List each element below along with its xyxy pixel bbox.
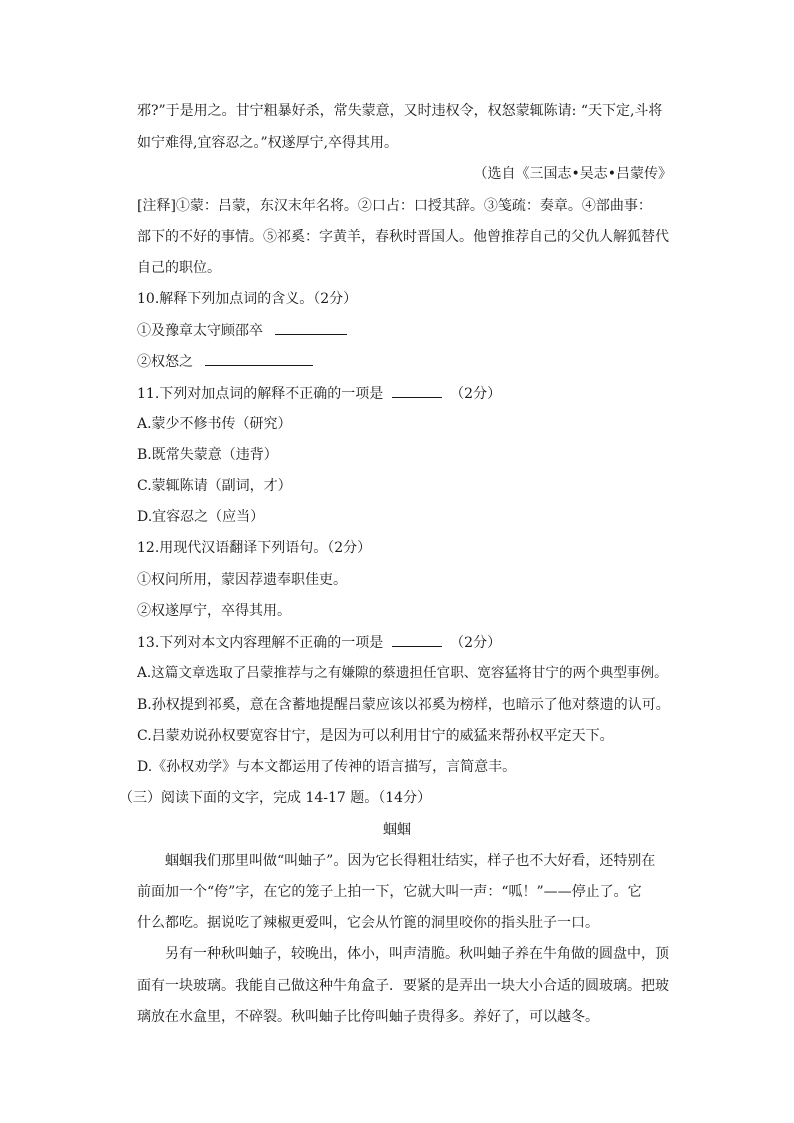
question-score: （2分） <box>450 386 502 402</box>
question-12-item: ①权问所用，蒙因荐遗奉职佳吏。 <box>137 572 347 588</box>
article-line: 另有一种秋叫蚰子，较晚出，体小，叫声清脆。秋叫蚰子养在牛角做的圆盘中，顶 <box>165 946 669 962</box>
option: A.这篇文章选取了吕蒙推荐与之有嫌隙的蔡遗担任官职、宽容猛将甘宁的两个典型事例。 <box>137 665 668 681</box>
option: C.吕蒙劝说孙权要宽容甘宁，是因为可以利用甘宁的威猛来帮孙权平定天下。 <box>137 728 614 744</box>
article-line: 前面加一个“侉”字，在它的笼子上拍一下，它就大叫一声：“呱！”——停止了。它 <box>137 884 642 900</box>
notes-line: 部下的不好的事情。⑤祁奚：字黄羊，春秋时晋国人。他曾推荐自己的父仇人解狐替代 <box>137 229 669 245</box>
article-line: 蝈蝈我们那里叫做“叫蚰子”。因为它长得粗壮结实，样子也不大好看，还特别在 <box>165 853 656 869</box>
article-title: 蝈蝈 <box>383 822 411 838</box>
passage-line: 邪?”于是用之。甘宁粗暴好杀，常失蒙意，又时违权令，权怒蒙辄陈请: “天下定,斗将 <box>137 103 663 119</box>
answer-blank[interactable] <box>275 320 347 335</box>
answer-blank[interactable] <box>392 632 442 647</box>
article-line: 面有一块玻璃。我能自己做这种牛角盒子．要紧的是弄出一块大小合适的圆玻璃。把玻 <box>137 978 669 994</box>
article-line: 什么都吃。据说吃了辣椒更爱叫，它会从竹篦的洞里咬你的指头肚子一口。 <box>137 915 599 931</box>
question-10-item <box>137 351 313 372</box>
question-11-title <box>137 383 501 404</box>
question-text: 11.下列对加点词的解释不正确的一项是 <box>137 386 384 402</box>
question-13-title <box>137 632 501 653</box>
option: B.孙权提到祁奚，意在含蓄地提醒吕蒙应该以祁奚为榜样，也暗示了他对蔡遗的认可。 <box>137 697 670 713</box>
option: D.宜容忍之（应当） <box>137 509 265 525</box>
answer-blank[interactable] <box>392 383 442 398</box>
article-line: 璃放在水盒里，不碎裂。秋叫蚰子比侉叫蚰子贵得多。养好了，可以越冬。 <box>137 1009 599 1025</box>
notes-line: [注释]①蒙：吕蒙，东汉末年名将。②口占：口授其辞。③笺疏：奏章。④部曲事： <box>137 198 652 214</box>
passage-line: 如宁难得,宜容忍之。”权遂厚宁,卒得其用。 <box>137 135 399 151</box>
question-text: 13.下列对本文内容理解不正确的一项是 <box>137 635 384 651</box>
question-12-title: 12.用现代汉语翻译下列语句。（2分） <box>137 540 372 556</box>
notes-line: 自己的职位。 <box>137 260 221 276</box>
item-text: ①及豫章太守顾邵卒 <box>137 323 263 339</box>
section-heading: （三）阅读下面的文字，完成 14-17 题。（14分） <box>119 790 432 806</box>
question-score: （2分） <box>450 635 502 651</box>
option: D.《孙权劝学》与本文都运用了传神的语言描写，言简意丰。 <box>137 759 517 775</box>
item-text: ②权怒之 <box>137 354 193 370</box>
passage-source: （选自《三国志•吴志•吕蒙传》 <box>473 166 672 182</box>
question-12-item: ②权遂厚宁，卒得其用。 <box>137 603 291 619</box>
option: A.蒙少不修书传（研究） <box>137 416 292 432</box>
question-10-title: 10.解释下列加点词的含义。（2分） <box>137 291 358 307</box>
question-10-item <box>137 320 347 341</box>
answer-blank[interactable] <box>205 351 313 366</box>
option: C.蒙辄陈请（副词，才） <box>137 478 292 494</box>
option: B.既常失蒙意（违背） <box>137 447 278 463</box>
